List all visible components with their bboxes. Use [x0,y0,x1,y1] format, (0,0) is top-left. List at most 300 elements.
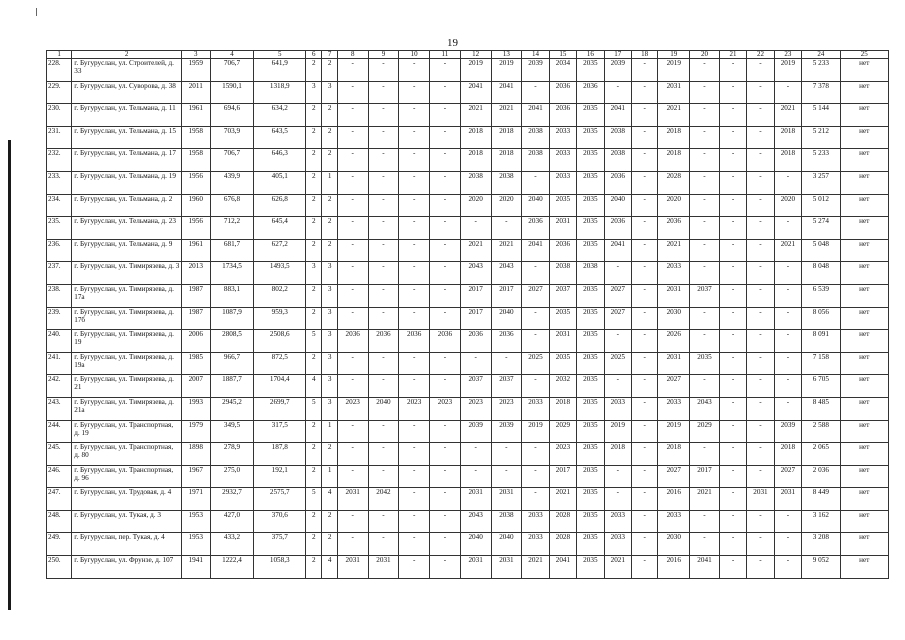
table-cell: - [747,262,774,285]
address-cell: г. Бугуруслан, ул. Тельмана, д. 19 [72,171,182,194]
table-cell: - [430,239,461,262]
table-cell: 2031 [460,488,491,511]
table-cell: 2037 [460,375,491,398]
table-cell: 2017 [460,307,491,330]
table-cell: - [522,171,549,194]
table-cell: 2043 [491,262,522,285]
row-number-cell: 242. [47,375,72,398]
table-cell: 2031 [491,556,522,579]
row-number-cell: 250. [47,556,72,579]
table-cell: 2017 [690,465,720,488]
table-cell: 2035 [577,59,604,82]
table-cell: 1941 [182,556,211,579]
table-cell: - [430,420,461,443]
table-cell: - [430,262,461,285]
table-cell: - [632,149,658,172]
table-cell: 1 [322,420,337,443]
table-cell: 2020 [491,194,522,217]
row-number-cell: 243. [47,397,72,420]
table-cell: 2035 [577,420,604,443]
table-cell: 192,1 [254,465,306,488]
table-cell: - [747,443,774,466]
table-cell: 1961 [182,104,211,127]
table-cell: нет [840,194,888,217]
table-cell: 2039 [491,420,522,443]
table-cell: 2040 [368,397,399,420]
table-cell: 2027 [658,375,690,398]
table-cell: - [774,352,801,375]
table-cell: 2029 [690,420,720,443]
table-cell: - [337,126,368,149]
table-row [47,171,889,194]
row-number-cell: 235. [47,217,72,240]
table-cell: 2037 [690,284,720,307]
table-cell: - [337,262,368,285]
table-cell: 2036 [658,217,690,240]
table-cell: - [399,81,430,104]
table-cell: - [399,126,430,149]
table-cell: 2575,7 [254,488,306,511]
housing-registry-table [46,50,889,579]
table-cell: - [491,443,522,466]
table-cell: - [368,375,399,398]
table-cell: 2018 [774,149,801,172]
table-cell: 1987 [182,307,211,330]
table-cell: 2 [306,149,322,172]
table-cell: 2043 [460,510,491,533]
table-cell: 2 [322,59,337,82]
table-cell: 2 [306,533,322,556]
table-cell: нет [840,171,888,194]
table-cell: 2016 [658,488,690,511]
table-cell: - [337,420,368,443]
table-cell: - [632,488,658,511]
table-cell: - [337,307,368,330]
row-number-cell: 230. [47,104,72,127]
table-cell: 2 036 [802,465,840,488]
table-cell: - [632,420,658,443]
table-cell: - [719,81,746,104]
table-cell: 2036 [430,330,461,353]
row-number-cell: 233. [47,171,72,194]
table-cell: - [632,239,658,262]
address-cell: г. Бугуруслан, ул. Тимирязева, д. 17а [72,284,182,307]
address-cell: г. Бугуруслан, ул. Транспортная, д. 80 [72,443,182,466]
column-number: 8 [337,51,368,59]
row-number-cell: 234. [47,194,72,217]
table-cell: 5 [306,488,322,511]
table-cell: 1058,3 [254,556,306,579]
table-cell: 2031 [337,488,368,511]
table-cell: 2035 [577,443,604,466]
table-cell: - [399,171,430,194]
table-cell: 2 [306,443,322,466]
table-cell: - [632,262,658,285]
table-cell: 2035 [577,307,604,330]
table-cell: 1961 [182,239,211,262]
table-cell: - [747,533,774,556]
table-cell: 2 [322,104,337,127]
table-cell: 3 [322,307,337,330]
table-cell: - [368,443,399,466]
table-cell: - [774,81,801,104]
table-cell: - [632,307,658,330]
table-cell: 2 [306,126,322,149]
table-cell: 2038 [549,262,576,285]
scan-mark [36,8,37,16]
table-cell: 2039 [774,420,801,443]
column-number: 9 [368,51,399,59]
table-cell: 2018 [604,443,631,466]
table-cell: - [337,81,368,104]
table-cell: - [719,397,746,420]
table-cell: 2 [322,126,337,149]
table-cell: 2 [306,171,322,194]
table-cell: - [399,488,430,511]
address-cell: г. Бугуруслан, ул. Транспортная, д. 19 [72,420,182,443]
table-cell: - [747,420,774,443]
table-cell: 2018 [460,149,491,172]
table-cell: - [368,194,399,217]
table-cell: - [430,375,461,398]
table-cell: нет [840,126,888,149]
table-cell: 2041 [522,239,549,262]
table-cell: нет [840,352,888,375]
table-cell: 5 144 [802,104,840,127]
table-cell: - [522,488,549,511]
table-cell: - [632,330,658,353]
table-cell: - [747,375,774,398]
table-cell: - [430,104,461,127]
table-cell: нет [840,443,888,466]
table-cell: 2033 [604,533,631,556]
table-cell: 2041 [522,104,549,127]
table-cell: 3 [322,262,337,285]
table-cell: - [368,420,399,443]
row-number-cell: 248. [47,510,72,533]
table-cell: 2035 [690,352,720,375]
table-cell: нет [840,59,888,82]
table-cell: 6 705 [802,375,840,398]
table-cell: - [430,488,461,511]
table-cell: - [368,284,399,307]
table-cell: 349,5 [210,420,254,443]
table-cell: 8 056 [802,307,840,330]
address-cell: г. Бугуруслан, ул. Суворова, д. 38 [72,81,182,104]
table-cell: - [719,420,746,443]
column-number: 12 [460,51,491,59]
table-cell: 427,0 [210,510,254,533]
table-cell: 2033 [604,510,631,533]
table-cell: - [337,149,368,172]
table-cell: 2019 [658,59,690,82]
table-cell: 706,7 [210,59,254,82]
table-cell: - [690,239,720,262]
table-cell: - [690,149,720,172]
table-cell: - [719,262,746,285]
table-cell: 2 [306,352,322,375]
table-cell: - [337,352,368,375]
table-cell: - [774,284,801,307]
table-cell: 646,3 [254,149,306,172]
table-cell: 2019 [491,59,522,82]
table-cell: 2039 [522,59,549,82]
table-cell: 643,5 [254,126,306,149]
row-number-cell: 238. [47,284,72,307]
table-cell: - [747,59,774,82]
table-cell: 641,9 [254,59,306,82]
column-number: 25 [840,51,888,59]
table-cell: 2018 [774,126,801,149]
table-cell: 2031 [747,488,774,511]
table-cell: 2033 [658,397,690,420]
table-cell: - [747,330,774,353]
table-cell: - [690,171,720,194]
table-row [47,126,889,149]
table-cell: 2019 [460,59,491,82]
table-cell: - [399,375,430,398]
table-cell: - [399,104,430,127]
table-cell: 2035 [577,171,604,194]
table-cell: 2031 [368,556,399,579]
table-cell: 2021 [658,239,690,262]
table-cell: 1960 [182,194,211,217]
table-cell: 2036 [460,330,491,353]
table-cell: - [690,217,720,240]
table-cell: 2029 [549,420,576,443]
table-cell: - [632,510,658,533]
table-cell: 2006 [182,330,211,353]
address-cell: г. Бугуруслан, ул. Транспортная, д. 96 [72,465,182,488]
table-cell: 3 [322,330,337,353]
column-number: 23 [774,51,801,59]
table-cell: - [690,104,720,127]
row-number-cell: 236. [47,239,72,262]
table-cell: - [368,465,399,488]
table-cell: - [719,104,746,127]
table-cell: - [430,284,461,307]
table-cell: - [368,533,399,556]
table-cell: 2019 [522,420,549,443]
column-number: 20 [690,51,720,59]
table-cell: - [632,397,658,420]
table-cell: нет [840,533,888,556]
table-cell: 7 158 [802,352,840,375]
table-cell: 2 [306,510,322,533]
table-cell: 2021 [549,488,576,511]
table-cell: нет [840,307,888,330]
table-cell: 2035 [549,194,576,217]
address-cell: г. Бугуруслан, ул. Тельмана, д. 23 [72,217,182,240]
table-cell: - [460,217,491,240]
table-cell: - [368,307,399,330]
table-cell: - [368,81,399,104]
table-cell: 2 [322,510,337,533]
table-cell: - [430,171,461,194]
table-cell: - [430,556,461,579]
table-cell: 2018 [658,443,690,466]
table-cell: - [430,352,461,375]
table-cell: 1087,9 [210,307,254,330]
table-cell: 8 449 [802,488,840,511]
table-cell: - [522,443,549,466]
table-cell: 1493,5 [254,262,306,285]
table-cell: - [774,262,801,285]
table-cell: - [719,194,746,217]
table-cell: - [604,375,631,398]
table-cell: - [719,443,746,466]
table-cell: 4 [322,488,337,511]
table-cell: - [368,352,399,375]
table-cell: - [632,465,658,488]
table-cell: 2 [322,217,337,240]
table-cell: - [522,375,549,398]
table-cell: 1318,9 [254,81,306,104]
table-cell: - [690,330,720,353]
table-cell: 2033 [658,510,690,533]
table-cell: 2508,6 [254,330,306,353]
table-cell: 2 [322,443,337,466]
address-cell: г. Бугуруслан, ул. Тимирязева, д. 19 [72,330,182,353]
row-number-cell: 229. [47,81,72,104]
table-cell: 2036 [604,171,631,194]
table-cell: 1 [322,465,337,488]
table-cell: - [399,556,430,579]
table-cell: - [690,194,720,217]
table-cell: - [690,81,720,104]
table-cell: 1979 [182,420,211,443]
table-cell: 2033 [549,126,576,149]
table-cell: 1958 [182,149,211,172]
address-cell: г. Бугуруслан, ул. Тимирязева, д. 19а [72,352,182,375]
table-cell: - [399,262,430,285]
table-row [47,420,889,443]
table-cell: 2 [322,194,337,217]
table-cell: 2 [306,194,322,217]
row-number-cell: 232. [47,149,72,172]
table-cell: 3 [306,262,322,285]
table-row [47,375,889,398]
table-cell: 2036 [549,239,576,262]
table-cell: 2021 [460,239,491,262]
row-number-cell: 228. [47,59,72,82]
table-cell: 2035 [577,375,604,398]
table-cell: 2 065 [802,443,840,466]
table-cell: 2 [306,556,322,579]
table-cell: - [632,533,658,556]
table-cell: 2041 [491,81,522,104]
table-row [47,104,889,127]
table-cell: - [430,126,461,149]
table-cell: нет [840,239,888,262]
table-cell: 1956 [182,171,211,194]
table-cell: - [747,149,774,172]
table-cell: 645,4 [254,217,306,240]
table-cell: 1993 [182,397,211,420]
column-number: 3 [182,51,211,59]
table-cell: - [430,533,461,556]
table-cell: нет [840,330,888,353]
table-cell: 6 539 [802,284,840,307]
table-cell: - [719,375,746,398]
table-cell: 5 233 [802,59,840,82]
table-cell: - [719,284,746,307]
table-cell: - [747,556,774,579]
table-cell: - [337,194,368,217]
table-cell: 2031 [491,488,522,511]
table-cell: 3 208 [802,533,840,556]
address-cell: г. Бугуруслан, ул. Тельмана, д. 11 [72,104,182,127]
table-cell: нет [840,262,888,285]
table-cell: 2017 [491,284,522,307]
table-cell: - [604,262,631,285]
table-cell: 2035 [577,239,604,262]
table-cell: 1971 [182,488,211,511]
table-cell: 2041 [690,556,720,579]
table-cell: 2021 [658,104,690,127]
table-cell: нет [840,556,888,579]
table-cell: 2021 [491,104,522,127]
table-cell: - [632,194,658,217]
table-cell: 2021 [491,239,522,262]
table-cell: 2041 [549,556,576,579]
table-cell: - [368,217,399,240]
table-cell: 2018 [658,149,690,172]
table-cell: 5 012 [802,194,840,217]
table-cell: 2699,7 [254,397,306,420]
table-cell: - [774,375,801,398]
table-cell: - [368,59,399,82]
table-cell: 2031 [658,284,690,307]
table-cell: 706,7 [210,149,254,172]
address-cell: г. Бугуруслан, ул. Тельмана, д. 15 [72,126,182,149]
table-cell: - [430,510,461,533]
table-cell: 2035 [577,352,604,375]
table-cell: нет [840,488,888,511]
table-cell: - [604,330,631,353]
column-number: 13 [491,51,522,59]
table-cell: 2023 [491,397,522,420]
table-cell: - [337,443,368,466]
table-cell: 634,2 [254,104,306,127]
table-cell: 439,9 [210,171,254,194]
table-cell: 1958 [182,126,211,149]
table-cell: 2020 [460,194,491,217]
table-cell: - [522,465,549,488]
table-cell: - [774,397,801,420]
table-cell: 2011 [182,81,211,104]
table-cell: 2031 [549,217,576,240]
table-cell: 2043 [690,397,720,420]
table-cell: 2038 [604,126,631,149]
table-cell: 2031 [658,352,690,375]
table-cell: 3 [322,397,337,420]
table-row [47,149,889,172]
table-cell: 3 [322,81,337,104]
table-cell: 1734,5 [210,262,254,285]
table-cell: - [604,488,631,511]
table-cell: - [337,239,368,262]
table-cell: 2018 [658,126,690,149]
column-number: 2 [72,51,182,59]
table-cell: 8 048 [802,262,840,285]
table-cell: 2808,5 [210,330,254,353]
table-cell: - [690,375,720,398]
table-cell: нет [840,149,888,172]
binding-edge [8,140,11,610]
table-cell: - [719,307,746,330]
table-cell: 2032 [549,375,576,398]
